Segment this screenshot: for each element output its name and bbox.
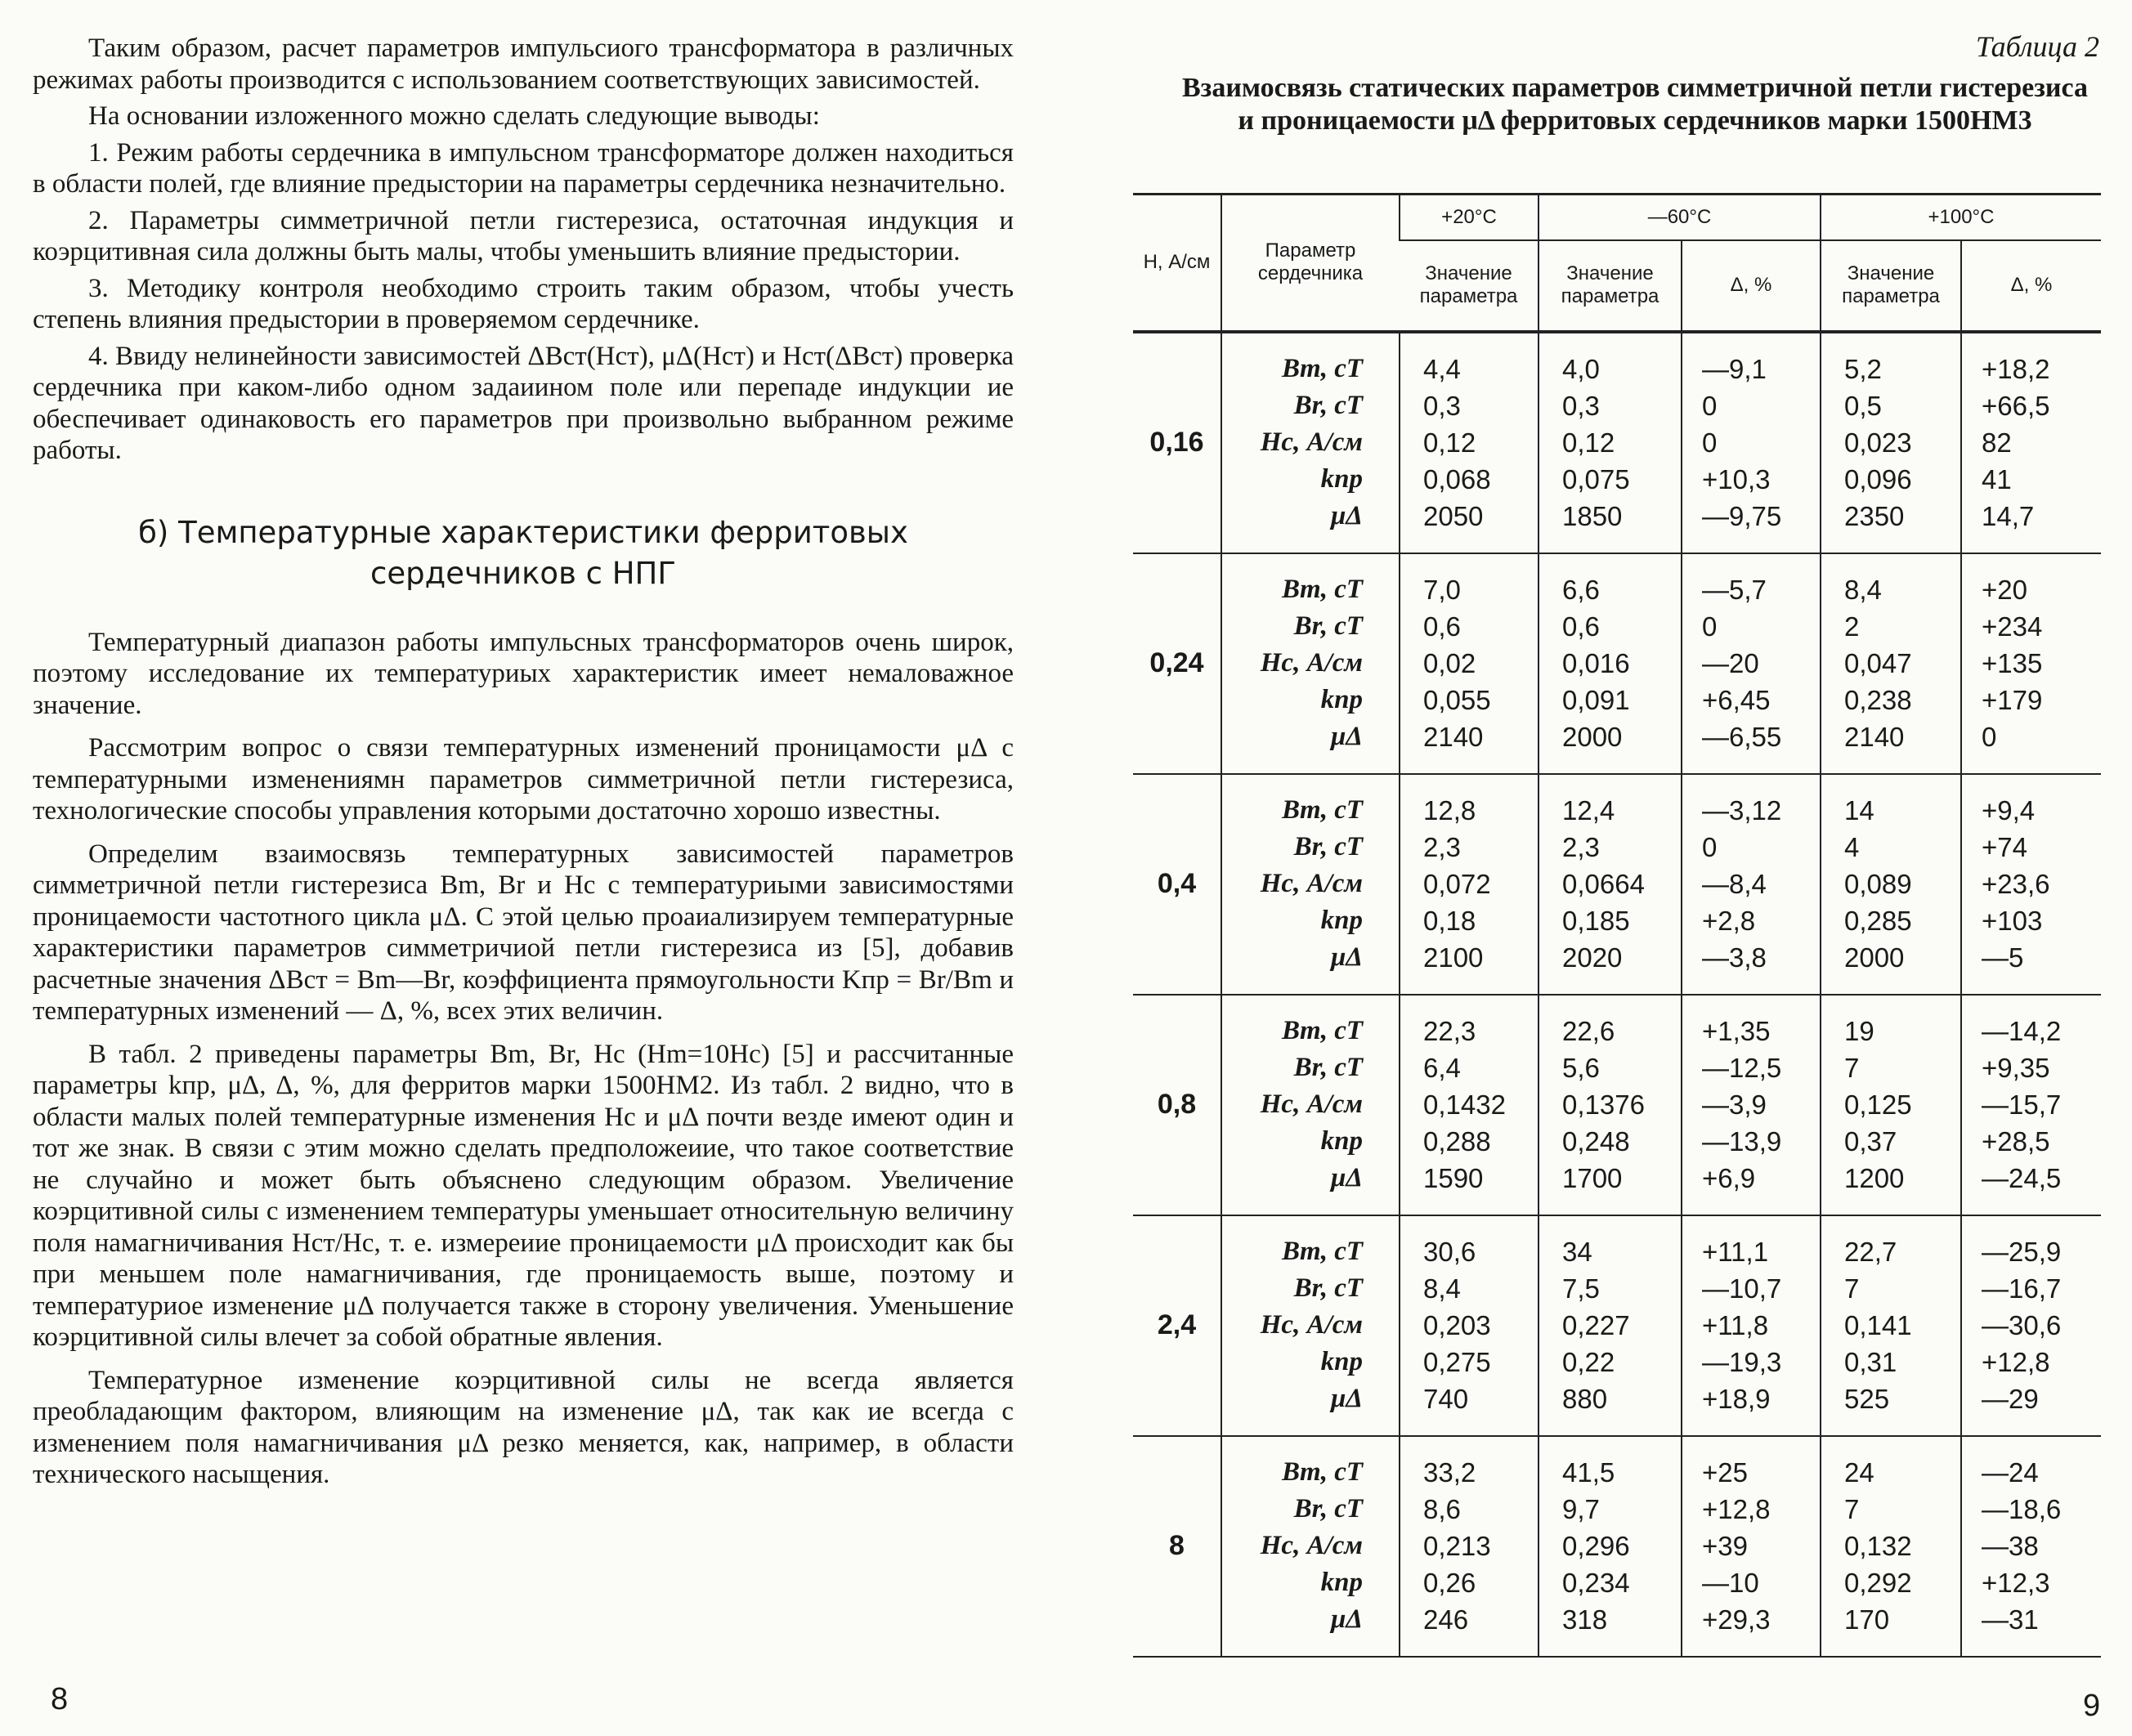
delta-m60: 0: [1702, 391, 1718, 422]
value-100: 2350: [1844, 501, 1905, 532]
delta-100: +135: [1982, 648, 2043, 679]
value-100: 0,096: [1844, 464, 1912, 495]
delta-100: +9,35: [1982, 1053, 2050, 1084]
paragraph-conclusion-1: 1. Режим работы сердечника в импульсном трансформаторе должен находиться в области полей, где влияние предыстории на параметры сердечника незначительно.: [33, 137, 1014, 199]
value-100: 7: [1844, 1053, 1860, 1084]
delta-100: +23,6: [1982, 869, 2050, 900]
param-label: Bm, сТ: [1282, 354, 1363, 384]
value-100: 0,31: [1844, 1347, 1897, 1378]
delta-100: —29: [1982, 1384, 2039, 1415]
value-20: 12,8: [1423, 795, 1476, 826]
value-m60: 12,4: [1562, 795, 1615, 826]
value-100: 0,285: [1844, 906, 1912, 937]
value-100: 24: [1844, 1457, 1874, 1488]
delta-100: +12,3: [1982, 1568, 2050, 1599]
delta-m60: —3,12: [1702, 795, 1782, 826]
delta-100: +18,2: [1982, 354, 2050, 385]
delta-100: —24: [1982, 1457, 2039, 1488]
paragraph-question: Рассмотрим вопрос о связи температурных изменений проницамости μΔ с температурными изменениямн параметров симметричной петли гистерезиса, технологические способы управления которыми достаточно хорошо известны.: [33, 733, 1014, 825]
value-100: 2000: [1844, 942, 1905, 973]
value-m60: 9,7: [1562, 1494, 1600, 1525]
value-100: 0,132: [1844, 1531, 1912, 1562]
value-20: 33,2: [1423, 1457, 1476, 1488]
paragraph-conclusions-intro: На основании изложенного можно сделать следующие выводы:: [88, 101, 820, 131]
field-value-cell: 2,4: [1133, 1215, 1221, 1436]
value-m60: 0,6: [1562, 611, 1600, 642]
delta-100-cell: [1961, 332, 2101, 553]
delta-m60: +25: [1702, 1457, 1748, 1488]
value-20: 0,02: [1423, 648, 1476, 679]
delta-m60: 0: [1702, 427, 1718, 459]
delta-m60: —12,5: [1702, 1053, 1782, 1084]
delta-100: —31: [1982, 1604, 2039, 1635]
header-tm60-delta: Δ, %: [1682, 240, 1821, 332]
value-100: 22,7: [1844, 1237, 1897, 1268]
param-label: μΔ: [1330, 1163, 1363, 1193]
delta-100-cell: [1961, 1215, 2101, 1436]
header-param: Параметр сердечника: [1221, 195, 1400, 332]
value-m60: 1700: [1562, 1163, 1623, 1194]
right-page: [1063, 0, 2132, 1736]
param-label: Br, сТ: [1293, 1494, 1363, 1524]
value-m60: 0,12: [1562, 427, 1615, 459]
left-text-column: [33, 33, 1014, 1491]
delta-100: +74: [1982, 832, 2027, 863]
delta-100-cell: [1961, 774, 2101, 995]
param-label: Bm, сТ: [1282, 1457, 1363, 1488]
value-m60-cell: [1539, 995, 1682, 1215]
header-tm60: —60°C: [1539, 195, 1821, 240]
value-100: 0,023: [1844, 427, 1912, 459]
value-100: 0,047: [1844, 648, 1912, 679]
header-t20-value: Значение параметра: [1400, 240, 1539, 332]
value-100: 7: [1844, 1494, 1860, 1525]
value-m60-cell: [1539, 1436, 1682, 1657]
value-100: 2: [1844, 611, 1860, 642]
value-20: 0,275: [1423, 1347, 1491, 1378]
value-100: 0,37: [1844, 1126, 1897, 1157]
field-value-cell: 0,24: [1133, 553, 1221, 774]
value-m60: 4,0: [1562, 354, 1600, 385]
field-value-cell: 8: [1133, 1436, 1221, 1657]
delta-100: 41: [1982, 464, 2012, 495]
value-m60: 7,5: [1562, 1273, 1600, 1304]
value-m60: 0,234: [1562, 1568, 1630, 1599]
header-tm60-value: Значение параметра: [1539, 240, 1682, 332]
delta-100: +28,5: [1982, 1126, 2050, 1157]
delta-100: —18,6: [1982, 1494, 2062, 1525]
table-title: Взаимосвязь статических параметров симметричной петли гистерезиса и проницаемости μΔ ферритовых сердечников марки 1500НМ3: [1182, 73, 2088, 136]
param-cell: [1221, 1215, 1400, 1436]
parameters-table: [1133, 193, 2101, 1658]
left-page: [0, 0, 1063, 1736]
value-20-cell: [1400, 995, 1539, 1215]
value-m60: 0,248: [1562, 1126, 1630, 1157]
value-100: 0,5: [1844, 391, 1882, 422]
delta-m60-cell: [1682, 995, 1821, 1215]
value-m60: 0,227: [1562, 1310, 1630, 1341]
param-label: μΔ: [1330, 722, 1363, 752]
value-m60: 318: [1562, 1604, 1608, 1635]
param-label: Br, сТ: [1293, 391, 1363, 421]
delta-m60-cell: [1682, 332, 1821, 553]
delta-m60: +10,3: [1702, 464, 1771, 495]
param-cell: [1221, 774, 1400, 995]
param-label: Br, сТ: [1293, 1053, 1363, 1083]
value-20: 6,4: [1423, 1053, 1461, 1084]
value-20: 1590: [1423, 1163, 1484, 1194]
value-100: 525: [1844, 1384, 1890, 1415]
value-20: 2050: [1423, 501, 1484, 532]
value-100: 14: [1844, 795, 1874, 826]
delta-m60: 0: [1702, 832, 1718, 863]
value-20: 0,1432: [1423, 1089, 1506, 1121]
value-20: 0,068: [1423, 464, 1491, 495]
header-t100-delta: Δ, %: [1961, 240, 2101, 332]
table-row: [1133, 1215, 2101, 1436]
delta-m60: +18,9: [1702, 1384, 1771, 1415]
value-m60: 0,185: [1562, 906, 1630, 937]
param-label: Hc, А/см: [1260, 1310, 1363, 1340]
param-label: kпр: [1320, 464, 1363, 494]
value-100: 5,2: [1844, 354, 1882, 385]
paragraph-conclusion-3: 3. Методику контроля необходимо строить таким образом, чтобы учесть степень влияния предыстории в проверяемом сердечнике.: [33, 273, 1014, 334]
value-100: 0,089: [1844, 869, 1912, 900]
delta-m60: +6,45: [1702, 685, 1771, 716]
table-row: [1133, 332, 2101, 553]
param-label: Hc, А/см: [1260, 427, 1363, 458]
delta-m60: +11,1: [1702, 1237, 1769, 1268]
param-label: Bm, сТ: [1282, 575, 1363, 605]
value-20: 0,3: [1423, 391, 1461, 422]
header-t100: +100°C: [1821, 195, 2101, 240]
param-label: μΔ: [1330, 1384, 1363, 1414]
table-row: [1133, 1436, 2101, 1657]
value-20: 246: [1423, 1604, 1469, 1635]
param-label: kпр: [1320, 685, 1363, 715]
value-100-cell: [1821, 774, 1961, 995]
delta-100: +12,8: [1982, 1347, 2050, 1378]
delta-m60: +6,9: [1702, 1163, 1756, 1194]
delta-m60-cell: [1682, 774, 1821, 995]
delta-m60: —5,7: [1702, 575, 1767, 606]
param-label: Hc, А/см: [1260, 1531, 1363, 1561]
delta-m60: +12,8: [1702, 1494, 1771, 1525]
section-heading: б) Температурные характеристики ферритовых сердечников с НПГ: [138, 514, 908, 591]
delta-100: +20: [1982, 575, 2027, 606]
delta-m60: —6,55: [1702, 722, 1782, 753]
param-label: μΔ: [1330, 1604, 1363, 1635]
delta-m60-cell: [1682, 553, 1821, 774]
delta-100: —30,6: [1982, 1310, 2062, 1341]
value-20: 0,055: [1423, 685, 1491, 716]
value-100-cell: [1821, 553, 1961, 774]
delta-100: —25,9: [1982, 1237, 2062, 1268]
value-20: 0,26: [1423, 1568, 1476, 1599]
value-m60: 0,3: [1562, 391, 1600, 422]
delta-100: +9,4: [1982, 795, 2036, 826]
value-m60-cell: [1539, 553, 1682, 774]
page-number-right: 9: [2083, 1689, 2101, 1723]
delta-m60: —10: [1702, 1568, 1759, 1599]
value-m60: 41,5: [1562, 1457, 1615, 1488]
value-100: 0,292: [1844, 1568, 1912, 1599]
value-m60: 0,1376: [1562, 1089, 1645, 1121]
header-t20: +20°C: [1400, 195, 1539, 240]
value-100-cell: [1821, 332, 1961, 553]
paragraph-define-relation: Определим взаимосвязь температурных зависимостей параметров симметричной петли гистерезиса Bm, Br и Hc с температуриыми зависимостями проницаемости частотного цикла μΔ. С этой целью проаиализируем температурные характеристики параметров симметричиой петли гистерезиса из [5], добавив расчетные значения ΔBст = Bm—Br, коэффициента прямоугольности Kпр = Br/Bm и температурных изменений — Δ, %, всех этих величин.: [33, 839, 1014, 1026]
delta-100: —38: [1982, 1531, 2039, 1562]
param-label: μΔ: [1330, 501, 1363, 531]
delta-m60-cell: [1682, 1215, 1821, 1436]
value-m60: 0,075: [1562, 464, 1630, 495]
value-20: 0,213: [1423, 1531, 1491, 1562]
delta-100: —24,5: [1982, 1163, 2062, 1194]
delta-100: —16,7: [1982, 1273, 2062, 1304]
delta-m60: +39: [1702, 1531, 1748, 1562]
value-20: 0,18: [1423, 906, 1476, 937]
value-100: 1200: [1844, 1163, 1905, 1194]
value-20: 0,12: [1423, 427, 1476, 459]
table-label: Таблица 2: [1975, 30, 2099, 63]
delta-m60: —3,8: [1702, 942, 1767, 973]
value-20: 8,4: [1423, 1273, 1461, 1304]
value-20: 7,0: [1423, 575, 1461, 606]
delta-100: 82: [1982, 427, 2012, 459]
param-label: Hc, А/см: [1260, 869, 1363, 899]
value-m60: 880: [1562, 1384, 1608, 1415]
value-m60: 0,296: [1562, 1531, 1630, 1562]
value-m60-cell: [1539, 332, 1682, 553]
value-m60: 0,016: [1562, 648, 1630, 679]
value-20-cell: [1400, 1436, 1539, 1657]
delta-100: +179: [1982, 685, 2043, 716]
page-number-left: 8: [51, 1682, 69, 1716]
value-m60: 0,091: [1562, 685, 1630, 716]
param-cell: [1221, 332, 1400, 553]
value-100: 4: [1844, 832, 1860, 863]
value-100: 170: [1844, 1604, 1890, 1635]
delta-100: 0: [1982, 722, 1997, 753]
value-20-cell: [1400, 774, 1539, 995]
param-label: Hc, А/см: [1260, 1089, 1363, 1120]
delta-m60: —8,4: [1702, 869, 1767, 900]
value-m60-cell: [1539, 1215, 1682, 1436]
value-100: 7: [1844, 1273, 1860, 1304]
delta-100-cell: [1961, 1436, 2101, 1657]
value-m60: 5,6: [1562, 1053, 1600, 1084]
value-20: 0,6: [1423, 611, 1461, 642]
param-label: Bm, сТ: [1282, 795, 1363, 825]
value-100: 19: [1844, 1016, 1874, 1047]
delta-m60: +29,3: [1702, 1604, 1771, 1635]
delta-100: +234: [1982, 611, 2043, 642]
value-m60: 6,6: [1562, 575, 1600, 606]
delta-m60: —20: [1702, 648, 1759, 679]
value-20-cell: [1400, 553, 1539, 774]
paragraph-temperature-range: Температурный диапазон работы импульсных трансформаторов очень широк, поэтому исследование их температуриых характеристик имеет немаловажное значение.: [33, 627, 1014, 720]
delta-m60: —19,3: [1702, 1347, 1782, 1378]
value-20: 0,288: [1423, 1126, 1491, 1157]
paragraph-conclusion-4: 4. Ввиду нелинейности зависимостей ΔBст(Hст), μΔ(Hст) и Hст(ΔBст) проверка сердечника при каком-либо одном задаиином поле или перепаде индукции ие обеспечивает одинаковость его параметров при произвольно выбранном режиме работы.: [33, 341, 1014, 465]
value-20: 0,203: [1423, 1310, 1491, 1341]
delta-m60: +2,8: [1702, 906, 1756, 937]
delta-m60: +11,8: [1702, 1310, 1769, 1341]
value-m60: 0,0664: [1562, 869, 1645, 900]
value-20: 4,4: [1423, 354, 1461, 385]
value-m60: 0,22: [1562, 1347, 1615, 1378]
value-100: 8,4: [1844, 575, 1882, 606]
value-100: 0,125: [1844, 1089, 1912, 1121]
param-label: kпр: [1320, 1126, 1363, 1157]
delta-100: —14,2: [1982, 1016, 2062, 1047]
value-m60: 34: [1562, 1237, 1592, 1268]
value-20: 2100: [1423, 942, 1484, 973]
delta-m60: —9,1: [1702, 354, 1767, 385]
value-20: 0,072: [1423, 869, 1491, 900]
param-label: Br, сТ: [1293, 611, 1363, 642]
param-cell: [1221, 553, 1400, 774]
delta-m60: —9,75: [1702, 501, 1782, 532]
param-label: Br, сТ: [1293, 1273, 1363, 1304]
param-label: Br, сТ: [1293, 832, 1363, 862]
value-100: 0,141: [1844, 1310, 1912, 1341]
delta-100: 14,7: [1982, 501, 2035, 532]
paragraph-table-discussion: В табл. 2 приведены параметры Bm, Br, Hc (Hm=10Hc) [5] и рассчитанные параметры kпр, μΔ, Δ, %, для ферритов марки 1500НМ2. Из табл. 2 видно, что в области малых полей температурные изменения Hc и μΔ почти везде имеют один и тот же знак. В связи с этим можно сделать предположеиие, что такое соответствие не случайно и может быть объяснено следующим образом. Увеличение коэрцитивной силы с изменением температуры уменьшает относительную величину поля намагничивания Hст/Hc, т. е. измереиие проницаемости μΔ происходит как бы при меньшем поле намагничивания, где проницаемость выше, поэтому и температуриое изменение μΔ получается также в сторону увеличения. Уменьшение коэрцитивной силы влечет за собой обратные явления.: [33, 1039, 1014, 1352]
value-m60: 1850: [1562, 501, 1623, 532]
delta-100: +103: [1982, 906, 2043, 937]
delta-m60: —3,9: [1702, 1089, 1767, 1121]
param-label: kпр: [1320, 1347, 1363, 1377]
value-m60: 2020: [1562, 942, 1623, 973]
value-100-cell: [1821, 1436, 1961, 1657]
field-value-cell: 0,4: [1133, 774, 1221, 995]
delta-m60: 0: [1702, 611, 1718, 642]
value-100-cell: [1821, 1215, 1961, 1436]
value-20: 2,3: [1423, 832, 1461, 863]
value-20: 8,6: [1423, 1494, 1461, 1525]
value-20-cell: [1400, 1215, 1539, 1436]
value-100-cell: [1821, 995, 1961, 1215]
header-h: H, А/см: [1133, 195, 1221, 332]
value-100: 0,238: [1844, 685, 1912, 716]
value-m60: 2,3: [1562, 832, 1600, 863]
param-cell: [1221, 1436, 1400, 1657]
value-m60-cell: [1539, 774, 1682, 995]
delta-m60: +1,35: [1702, 1016, 1771, 1047]
param-label: Hc, А/см: [1260, 648, 1363, 678]
param-label: μΔ: [1330, 942, 1363, 973]
value-20: 740: [1423, 1384, 1469, 1415]
param-label: kпр: [1320, 906, 1363, 936]
param-label: Bm, сТ: [1282, 1237, 1363, 1267]
value-20: 22,3: [1423, 1016, 1476, 1047]
param-label: kпр: [1320, 1568, 1363, 1598]
param-label: Bm, сТ: [1282, 1016, 1363, 1046]
delta-100: +66,5: [1982, 391, 2050, 422]
value-100: 2140: [1844, 722, 1905, 753]
table-row: [1133, 995, 2101, 1215]
delta-100: —5: [1982, 942, 2024, 973]
table-body: [1133, 332, 2101, 1658]
delta-m60: —13,9: [1702, 1126, 1782, 1157]
delta-100: —15,7: [1982, 1089, 2062, 1121]
delta-100-cell: [1961, 553, 2101, 774]
header-t100-value: Значение параметра: [1821, 240, 1961, 332]
paragraph-conclusion-2: 2. Параметры симметричной петли гистерезиса, остаточная индукция и коэрцитивная сила должны быть малы, чтобы уменьшить влияние предыстории.: [33, 205, 1014, 266]
value-20: 30,6: [1423, 1237, 1476, 1268]
table-row: [1133, 774, 2101, 995]
field-value-cell: 0,8: [1133, 995, 1221, 1215]
param-cell: [1221, 995, 1400, 1215]
paragraph-calc-summary: Таким образом, расчет параметров импульсиого трансформатора в различных режимах работы производится с использованием соответствующих зависимостей.: [33, 34, 1014, 95]
value-20-cell: [1400, 332, 1539, 553]
table-row: [1133, 553, 2101, 774]
delta-100-cell: [1961, 995, 2101, 1215]
delta-m60: —10,7: [1702, 1273, 1782, 1304]
value-20: 2140: [1423, 722, 1484, 753]
delta-m60-cell: [1682, 1436, 1821, 1657]
field-value-cell: 0,16: [1133, 332, 1221, 553]
value-m60: 2000: [1562, 722, 1623, 753]
paragraph-coercive-force: Температурное изменение коэрцитивной силы не всегда является преобладающим фактором, влияющим на изменение μΔ, так как ие всегда с изменением поля намагничивания μΔ резко меняется, как, например, в области технического насыщения.: [33, 1365, 1014, 1489]
value-m60: 22,6: [1562, 1016, 1615, 1047]
